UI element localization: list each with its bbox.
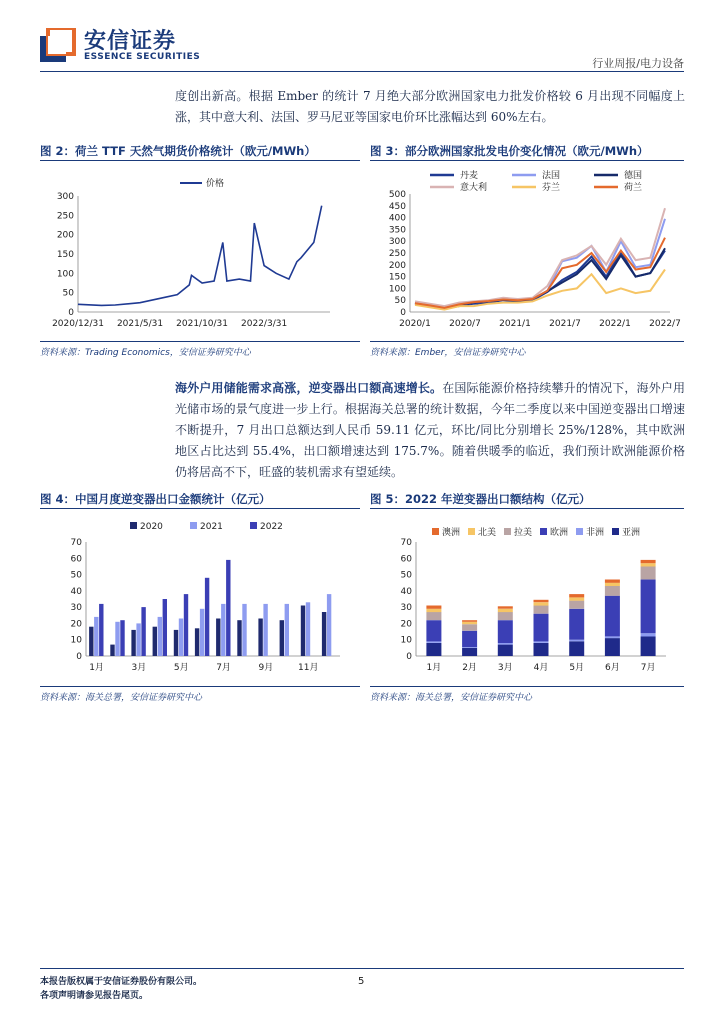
fig4-ytick-label: 20 [70, 619, 82, 630]
fig5-xtick-label: 1月 [426, 663, 442, 673]
fig5-bar-segment [426, 620, 441, 641]
fig4-ytick-label: 70 [70, 538, 82, 548]
logo-chinese-name: 安信证券 [84, 29, 177, 54]
fig5-bar-segment [534, 606, 549, 614]
fig3-xtick-label: 2020/7 [449, 319, 481, 329]
fig5-bar-segment [462, 624, 477, 631]
fig2-xtick-label: 2022/3/31 [241, 319, 288, 329]
fig4-bar [89, 627, 93, 656]
fig5-legend-label: 澳洲 [442, 528, 461, 538]
fig5-bar-segment [605, 580, 620, 583]
header-divider [40, 71, 684, 72]
fig5-bar-segment [534, 600, 549, 602]
fig3-legend-label: 芬兰 [542, 183, 561, 193]
fig5-legend-swatch [504, 528, 511, 535]
fig5-xtick-label: 4月 [533, 663, 549, 673]
fig5-bar-segment [605, 586, 620, 596]
fig5-legend-label: 亚洲 [622, 528, 641, 538]
fig3-legend-label: 荷兰 [624, 183, 643, 193]
fig4-xtick-label: 3月 [131, 663, 147, 673]
fig3-xtick-label: 2022/7 [649, 319, 681, 329]
fig4-ytick-label: 0 [76, 652, 82, 662]
fig4-ytick-label: 10 [70, 635, 82, 646]
fig5-xtick-label: 2月 [462, 663, 477, 673]
fig5-ytick-label: 0 [406, 652, 412, 662]
fig2-ytick-label: 250 [56, 211, 74, 222]
fig5-ytick-label: 50 [400, 570, 412, 581]
fig4-xtick-label: 11月 [298, 663, 319, 673]
footer-copyright: 本报告版权属于安信证券股份有限公司。 [40, 977, 203, 987]
fig5-bar-segment [498, 609, 513, 612]
fig3-legend-label: 丹麦 [460, 171, 479, 181]
fig4-legend-swatch [130, 522, 137, 529]
fig4-ytick-label: 40 [70, 586, 82, 597]
fig2-source: 资料来源：Trading Economics，安信证券研究中心 [40, 348, 251, 358]
fig4-bar [226, 560, 230, 656]
fig5-xtick-label: 3月 [497, 663, 513, 673]
fig5-bar-segment [426, 612, 441, 620]
fig4-bar [115, 622, 119, 656]
fig4-bar [242, 604, 246, 656]
fig2-ytick-label: 50 [62, 288, 74, 299]
fig4-bar [153, 627, 157, 656]
fig5-ytick-label: 30 [400, 603, 412, 614]
fig4-bar [184, 594, 188, 656]
fig4-legend-label: 2022 [260, 522, 283, 532]
fig4-ytick-label: 30 [70, 603, 82, 614]
fig4-bar [179, 619, 183, 657]
fig5-bar-segment [569, 594, 584, 597]
fig5-bar-segment [462, 620, 477, 622]
fig5-bar-segment [641, 566, 656, 579]
fig3-xtick-label: 2022/1 [599, 319, 631, 329]
fig5-bar-segment [498, 612, 513, 620]
footer-disclaimer: 各项声明请参见报告尾页。 [40, 991, 149, 1001]
fig3-legend-label: 法国 [542, 171, 561, 181]
fig5-bar-segment [462, 647, 477, 648]
footer-divider [40, 968, 684, 969]
fig5-bar-segment [641, 633, 656, 636]
fig2-xtick-label: 2021/10/31 [176, 319, 229, 329]
fig5-ytick-label: 20 [400, 619, 412, 630]
fig5-bar-segment [569, 609, 584, 640]
fig4-bar [280, 620, 284, 656]
fig5-legend-swatch [540, 528, 547, 535]
paragraph-1: 度创出新高。根据 Ember 的统计 7 月绝大部分欧洲国家电力批发价格较 6 月出现不同幅度上涨，其中意大利、法国、罗马尼亚等国家电价环比涨幅达到 60%左右。 [175, 89, 685, 124]
fig5-legend-label: 欧洲 [550, 528, 569, 538]
fig4-xtick-label: 1月 [89, 663, 104, 673]
fig5-bar-segment [534, 602, 549, 605]
fig5-bar-segment [462, 631, 477, 647]
fig4-legend-swatch [250, 522, 257, 529]
fig3-ytick-label: 250 [388, 249, 406, 259]
fig5-bar-segment [569, 640, 584, 642]
company-logo [40, 22, 240, 68]
fig4-chart [40, 514, 360, 679]
fig5-bar-segment [462, 648, 477, 656]
fig5-bar-segment [426, 643, 441, 656]
fig4-bar [237, 620, 241, 656]
fig2-ytick-label: 300 [56, 192, 74, 202]
fig3-ytick-label: 500 [388, 190, 406, 200]
logo-mark-icon [40, 28, 76, 66]
fig5-bar-segment [569, 597, 584, 600]
fig4-bar [306, 602, 310, 656]
fig3-chart [370, 166, 684, 336]
fig4-bar [263, 604, 267, 656]
fig5-bar-segment [534, 641, 549, 643]
fig5-bar-segment [605, 637, 620, 639]
fig4-bar [216, 619, 220, 657]
fig4-bar [174, 630, 178, 656]
fig2-series-line [78, 206, 322, 306]
fig4-ytick-label: 50 [70, 570, 82, 581]
fig4-bar [327, 594, 331, 656]
fig5-legend-label: 拉美 [514, 528, 533, 538]
fig3-ytick-label: 150 [388, 272, 406, 283]
fig4-bar [322, 612, 326, 656]
fig4-bar [195, 628, 199, 656]
fig4-bar [141, 607, 145, 656]
fig5-legend-swatch [612, 528, 619, 535]
fig5-bar-segment [498, 645, 513, 656]
fig3-ytick-label: 50 [394, 296, 406, 307]
fig5-chart [370, 514, 684, 679]
fig3-title-rule [370, 160, 684, 161]
fig5-legend-swatch [576, 528, 583, 535]
fig5-bar-segment [641, 580, 656, 634]
fig5-bar-segment [605, 596, 620, 637]
fig3-xtick-label: 2021/1 [499, 319, 531, 329]
paragraph-2-body: 在国际能源价格持续攀升的情况下，海外户用光储市场的景气度进一步上行。根据海关总署的统计数据，今年二季度以来中国逆变器出口增速不断提升，7 月出口总额达到人民币 59.11 亿元，环比/同比分别增长 25%/128%，其中欧洲地区占比达到 55.4%，出口额增速达到 175.7%。随着供暖季的临近，我们预计欧洲能源价格仍将居高不下，旺盛的装机需求有望延续。 [175, 381, 685, 479]
fig3-ytick-label: 300 [388, 237, 406, 248]
fig3-legend-label: 意大利 [460, 183, 488, 193]
fig5-bar-segment [605, 638, 620, 656]
fig3-ytick-label: 450 [388, 201, 406, 212]
fig2-source-rule [40, 341, 360, 342]
fig4-source-rule [40, 686, 360, 687]
fig4-xtick-label: 5月 [173, 663, 189, 673]
fig4-ytick-label: 60 [70, 554, 82, 565]
fig2-xtick-label: 2020/12/31 [52, 319, 104, 329]
fig5-legend-swatch [432, 528, 439, 535]
fig4-bar [99, 604, 103, 656]
fig5-bar-segment [605, 583, 620, 586]
fig4-bar [221, 604, 225, 656]
fig2-ytick-label: 150 [56, 250, 74, 260]
fig5-xtick-label: 6月 [605, 663, 620, 673]
fig4-source: 资料来源：海关总署，安信证券研究中心 [40, 693, 203, 703]
fig4-bar [285, 604, 289, 656]
fig3-title: 图 3：部分欧洲国家批发电价变化情况（欧元/MWh） [370, 144, 649, 158]
fig3-xtick-label: 2020/1 [399, 319, 431, 329]
fig5-ytick-label: 60 [400, 554, 412, 565]
fig4-bar [136, 623, 140, 656]
fig5-bar-segment [498, 606, 513, 608]
fig2-title-rule [40, 160, 360, 161]
fig2-ytick-label: 200 [56, 230, 74, 241]
fig3-source-rule [370, 341, 684, 342]
fig4-bar [205, 578, 209, 656]
fig5-bar-segment [426, 641, 441, 643]
fig5-bar-segment [534, 643, 549, 656]
fig5-bar-segment [426, 609, 441, 612]
report-section-label: 行业周报/电力设备 [592, 57, 684, 70]
fig4-legend-label: 2020 [140, 522, 163, 532]
fig5-bar-segment [534, 614, 549, 642]
fig4-bar [131, 630, 135, 656]
fig5-bar-segment [569, 601, 584, 609]
fig5-source-rule [370, 686, 684, 687]
fig4-legend-swatch [190, 522, 197, 529]
paragraph-2-lead: 海外户用储能需求高涨，逆变器出口额高速增长。 [175, 381, 443, 395]
fig4-bar [301, 606, 305, 657]
fig2-legend-label: 价格 [206, 179, 225, 189]
fig5-ytick-label: 40 [400, 586, 412, 597]
fig4-bar [158, 617, 162, 656]
fig5-legend-label: 非洲 [586, 528, 605, 538]
fig5-bar-segment [498, 643, 513, 645]
fig5-title-rule [370, 508, 684, 509]
fig3-ytick-label: 0 [400, 308, 406, 318]
fig5-bar-segment [569, 641, 584, 656]
fig5-legend-label: 北美 [478, 528, 497, 538]
fig5-xtick-label: 5月 [569, 663, 585, 673]
fig3-ytick-label: 200 [388, 260, 406, 271]
fig2-xtick-label: 2021/5/31 [116, 319, 164, 329]
fig5-ytick-label: 10 [400, 635, 412, 646]
fig5-bar-segment [641, 637, 656, 657]
fig4-legend-label: 2021 [200, 522, 223, 532]
fig4-bar [120, 620, 124, 656]
logo-english-name: ESSENCE SECURITIES [84, 52, 201, 62]
fig3-ytick-label: 400 [388, 213, 406, 224]
fig3-source: 资料来源：Ember，安信证券研究中心 [370, 348, 526, 358]
fig5-bar-segment [426, 606, 441, 609]
fig4-xtick-label: 7月 [216, 663, 231, 673]
fig2-title: 图 2：荷兰 TTF 天然气期货价格统计（欧元/MWh） [40, 144, 316, 158]
fig5-bar-segment [462, 622, 477, 624]
fig3-xtick-label: 2021/7 [549, 319, 581, 329]
fig5-bar-segment [641, 563, 656, 566]
fig5-ytick-label: 70 [400, 538, 412, 548]
fig4-xtick-label: 9月 [258, 663, 274, 673]
fig4-title: 图 4：中国月度逆变器出口金额统计（亿元） [40, 492, 271, 506]
fig5-legend-swatch [468, 528, 475, 535]
fig5-source: 资料来源：海关总署，安信证券研究中心 [370, 693, 533, 703]
fig4-bar [110, 645, 114, 656]
paragraph-2 [175, 378, 685, 483]
fig4-bar [94, 617, 98, 656]
fig2-chart [40, 166, 360, 336]
fig4-bar [163, 599, 167, 656]
fig4-title-rule [40, 508, 360, 509]
fig3-legend-label: 德国 [624, 171, 643, 181]
fig5-xtick-label: 7月 [640, 663, 656, 673]
fig3-ytick-label: 100 [388, 284, 406, 295]
page-number: 5 [358, 976, 365, 987]
fig5-bar-segment [641, 560, 656, 563]
fig5-title: 图 5：2022 年逆变器出口额结构（亿元） [370, 492, 591, 506]
fig4-bar [200, 609, 204, 656]
fig2-ytick-label: 100 [56, 269, 74, 280]
fig5-bar-segment [498, 620, 513, 643]
fig4-bar [258, 619, 262, 657]
fig3-ytick-label: 350 [388, 225, 406, 236]
fig2-ytick-label: 0 [68, 308, 74, 318]
